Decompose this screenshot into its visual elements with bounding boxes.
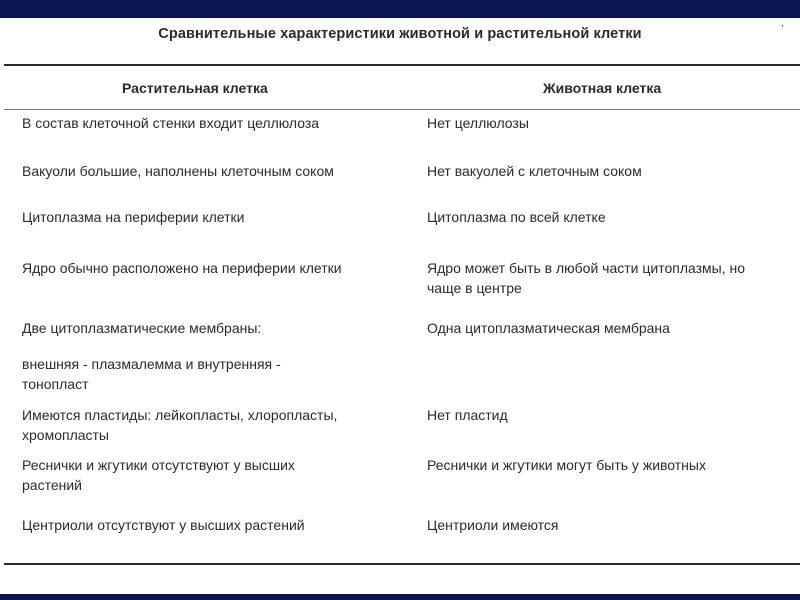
table-row-plant-cell: Две цитоплазматические мембраны:: [22, 320, 262, 336]
top-banner: [0, 0, 800, 18]
table-row-plant-cell: Ядро обычно расположено на периферии клетки: [22, 260, 342, 276]
table-row-plant-cell: В состав клеточной стенки входит целлюлоза: [22, 115, 320, 131]
table-top-rule: [4, 64, 800, 66]
table-bottom-rule: [4, 563, 800, 565]
column-header-plant: Растительная клетка: [122, 80, 268, 96]
table-row-animal-cell: Реснички и жгутики могут быть у животных: [427, 457, 706, 473]
table-row-animal-cell: Одна цитоплазматическая мембрана: [427, 320, 670, 336]
page-title: Сравнительные характеристики животной и растительной клетки: [158, 26, 642, 42]
table-row-animal-cell: Нет целлюлозы: [427, 115, 529, 131]
table-row-plant-cell: Цитоплазма на периферии клетки: [22, 209, 245, 225]
table-row-plant-cell: Вакуоли большие, наполнены клеточным соком: [22, 163, 334, 179]
table-row-plant-cell: Центриоли отсутствуют у высших растений: [22, 517, 305, 533]
table-header-rule: [4, 109, 800, 110]
bottom-banner: [0, 594, 800, 600]
table-row-plant-cell: внешняя - плазмалемма и внутренняя - тонопласт: [22, 356, 281, 392]
table-row-animal-cell: Ядро может быть в любой части цитоплазмы, но чаще в центре: [427, 260, 746, 296]
table-row-plant-cell: Имеются пластиды: лейкопласты, хлоропласты, хромопласты: [22, 407, 338, 443]
table-row-animal-cell: Нет вакуолей с клеточным соком: [427, 163, 642, 179]
table-row-animal-cell: Центриоли имеются: [427, 517, 559, 533]
corner-mark: ,: [781, 18, 784, 29]
table-row-animal-cell: Нет пластид: [427, 407, 508, 423]
table-row-animal-cell: Цитоплазма по всей клетке: [427, 209, 606, 225]
column-header-animal: Животная клетка: [543, 80, 662, 96]
table-row-plant-cell: Реснички и жгутики отсутствуют у высших растений: [22, 457, 295, 493]
